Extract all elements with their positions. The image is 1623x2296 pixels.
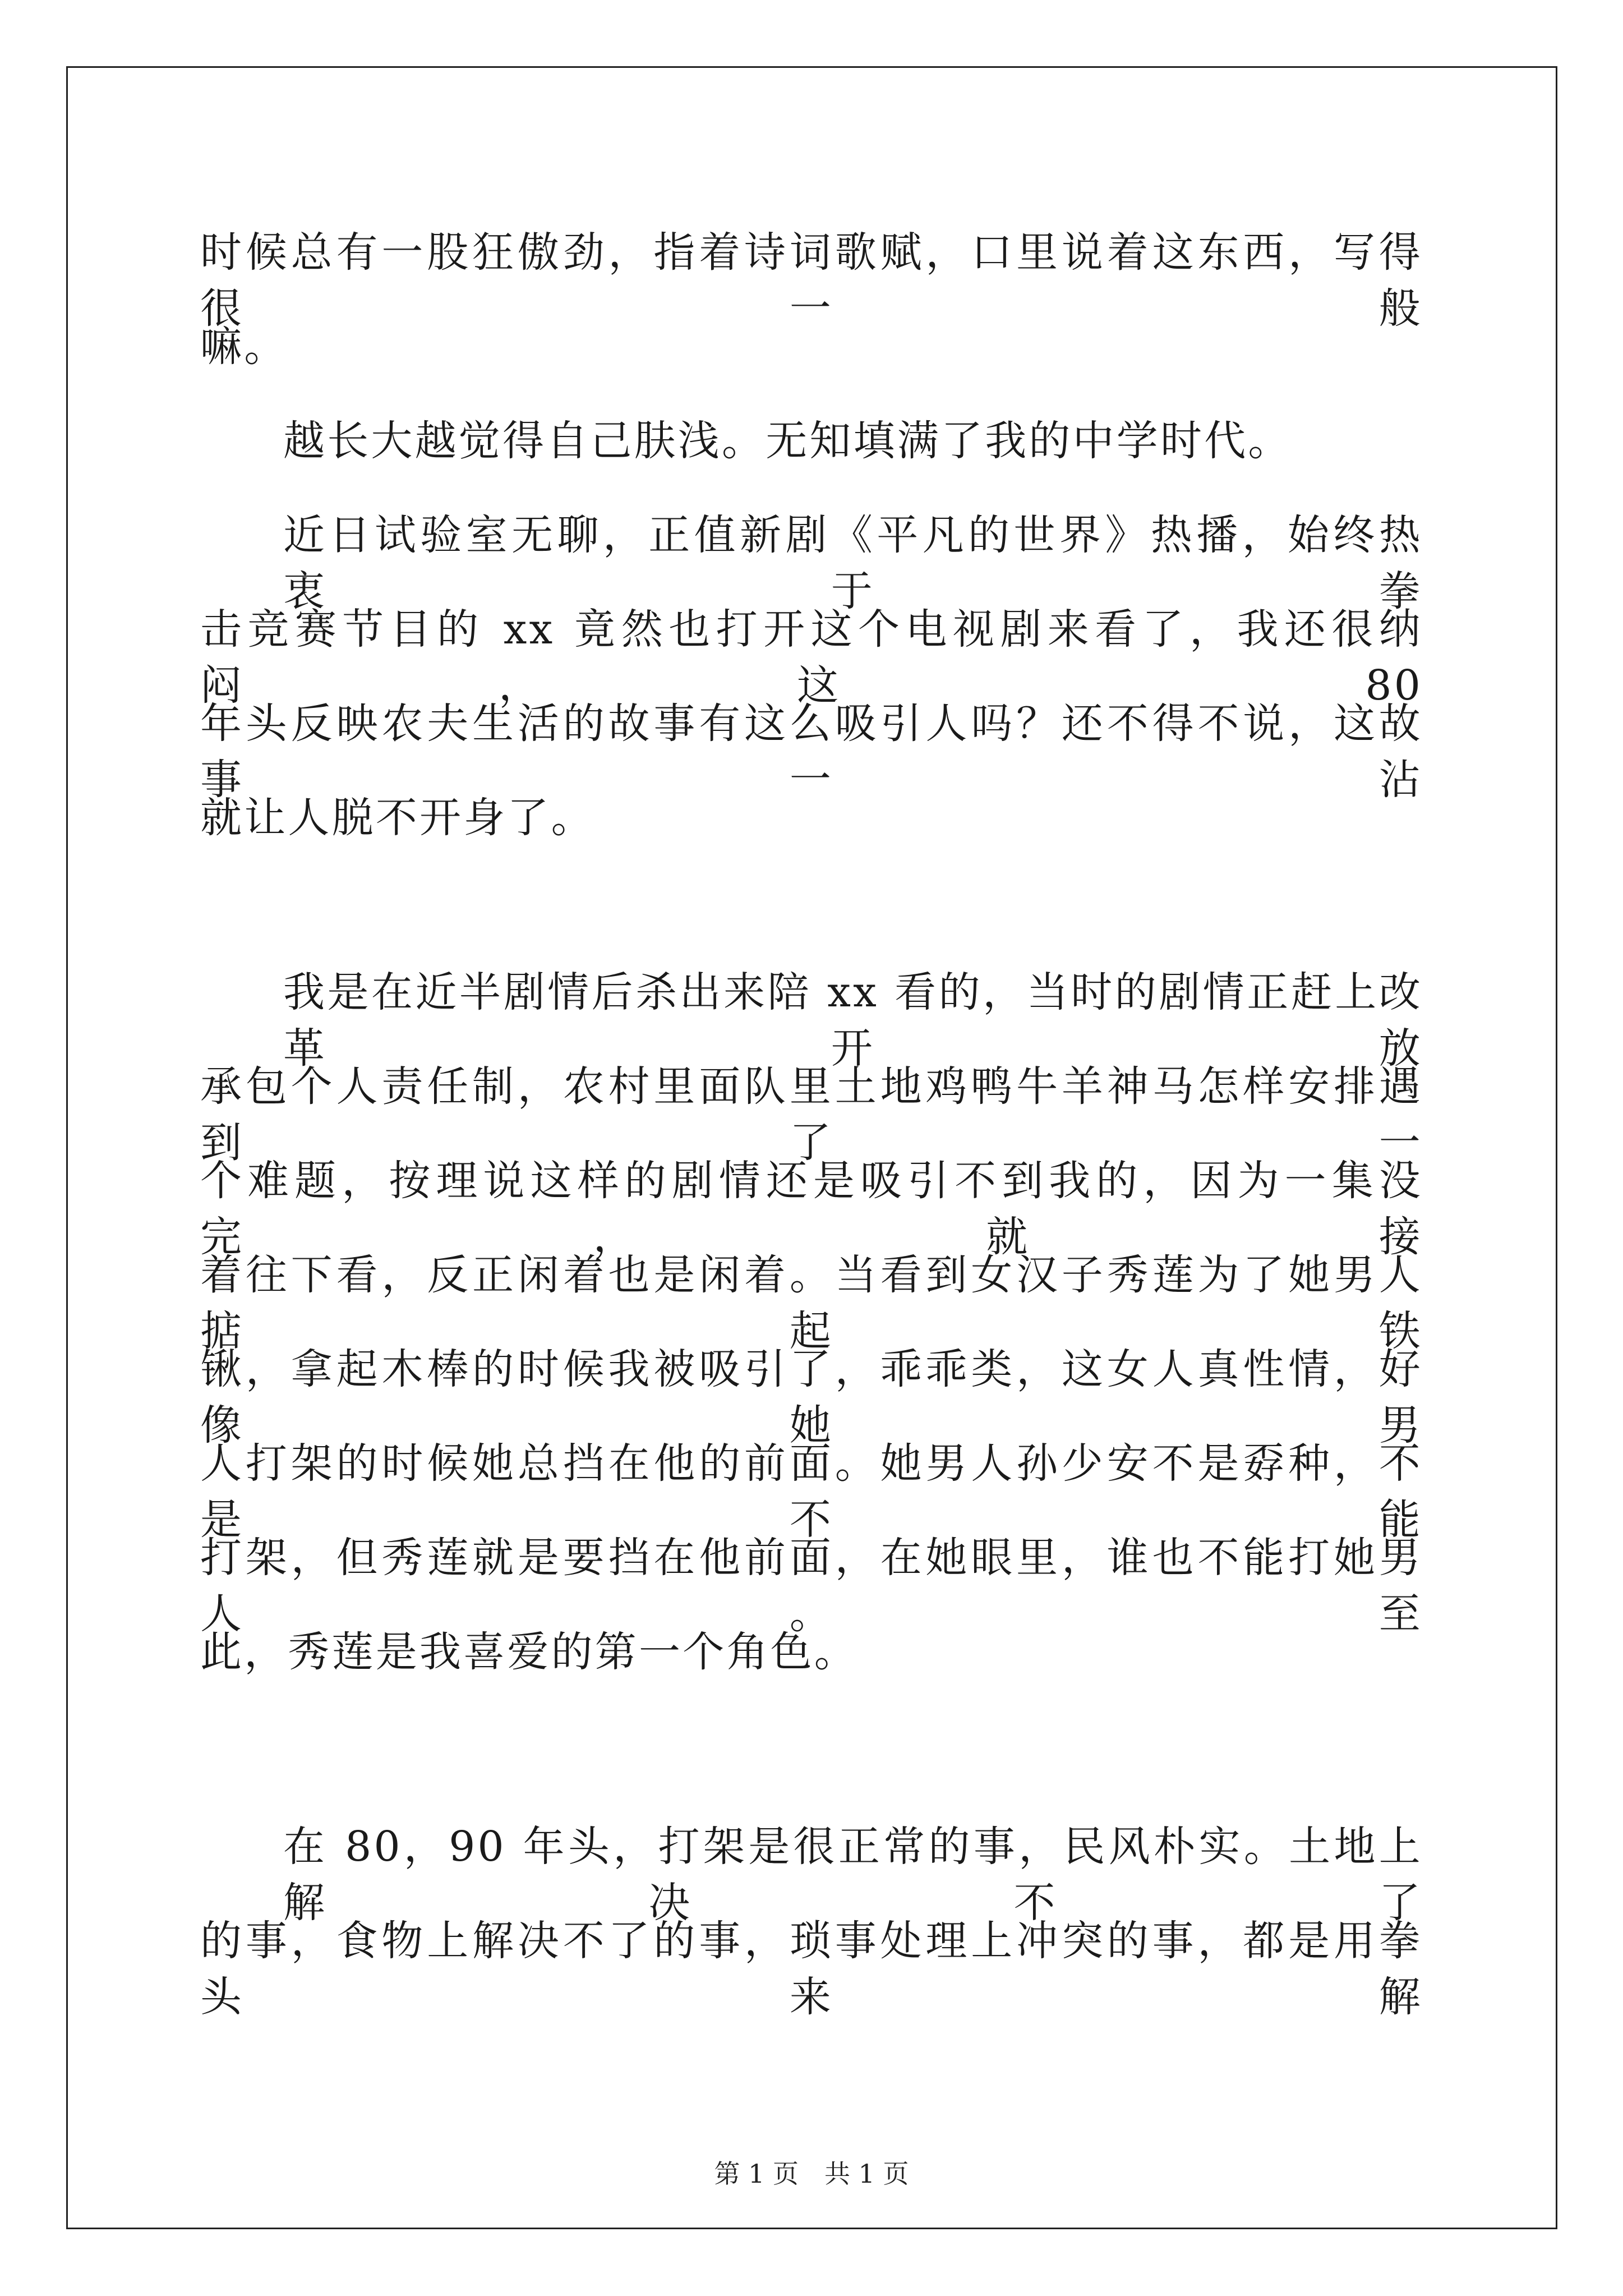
text-line: 此，秀莲是我喜爱的第一个角色。	[200, 1628, 858, 1676]
text-line: 年头反映农夫生活的故事有这么吸引人吗？还不得不说，这故事一沾	[200, 700, 1423, 804]
text-line: 个难题，按理说这样的剧情还是吸引不到我的，因为一集没完，就接	[200, 1157, 1423, 1261]
text-line: 越长大越觉得自己肤浅。无知填满了我的中学时代。	[283, 417, 1292, 465]
text-line: 近日试验室无聊，正值新剧《平凡的世界》热播，始终热衷于拳	[283, 511, 1423, 615]
page-footer: 第 1 页 共 1 页	[714, 2159, 909, 2189]
text-line: 击竞赛节目的 xx 竟然也打开这个电视剧来看了，我还很纳闷，这 80	[200, 605, 1423, 710]
text-line: 在 80，90 年头，打架是很正常的事，民风朴实。土地上解决不了	[283, 1823, 1423, 1927]
text-line: 嘛。	[200, 323, 288, 371]
text-line: 我是在近半剧情后杀出来陪 xx 看的，当时的剧情正赶上改革开放	[283, 968, 1423, 1073]
text-line: 锹，拿起木棒的时候我被吸引了，乖乖类，这女人真性情，好像她男	[200, 1345, 1423, 1450]
text-line: 着往下看，反正闲着也是闲着。当看到女汉子秀莲为了她男人掂起铁	[200, 1251, 1423, 1355]
text-line: 承包个人责任制，农村里面队里土地鸡鸭牛羊神马怎样安排遇到了一	[200, 1062, 1423, 1167]
text-line: 的事，食物上解决不了的事，琐事处理上冲突的事，都是用拳头来解	[200, 1917, 1423, 2021]
text-line: 就让人脱不开身了。	[200, 794, 595, 842]
text-line: 时候总有一股狂傲劲，指着诗词歌赋，口里说着这东西，写得很一般	[200, 228, 1423, 333]
text-line: 人打架的时候她总挡在他的前面。她男人孙少安不是孬种，不是不能	[200, 1439, 1423, 1544]
text-line: 打架，但秀莲就是要挡在他前面，在她眼里，谁也不能打她男人。至	[200, 1534, 1423, 1638]
